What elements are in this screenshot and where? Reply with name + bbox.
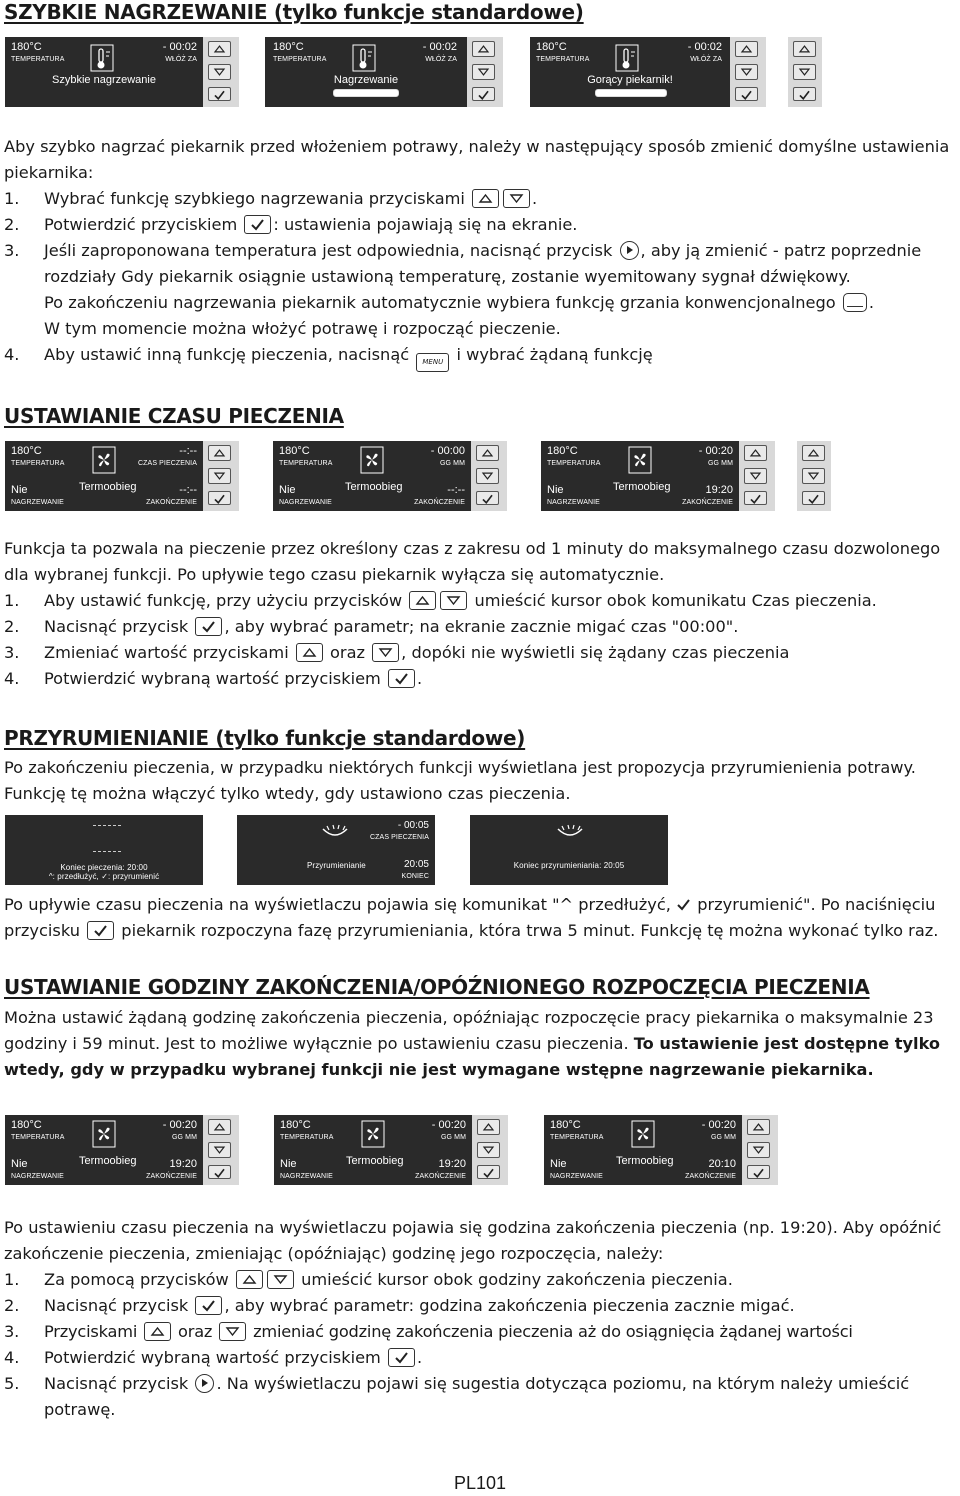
control-buttons [467, 37, 503, 107]
display-time-label: GG MM [440, 460, 465, 467]
display-time: - 00:00 [430, 445, 465, 457]
display-end-time: --:-- [447, 484, 465, 496]
display-temperature: 180°C [547, 445, 578, 457]
control-buttons-extra [797, 441, 831, 511]
display-preheat-label: NAGRZEWANIE [280, 1173, 333, 1180]
steps-list [4, 588, 958, 692]
oven-display-browning-1 [5, 815, 203, 885]
display-function: Termoobieg [616, 1155, 674, 1167]
display-temperature: 180°C [11, 41, 42, 53]
display-time: - 00:20 [431, 1119, 466, 1131]
section-title-cooking-time: USTAWIANIE CZASU PIECZENIA [4, 404, 344, 428]
display-time-label: WŁÓŻ ZA [690, 56, 722, 63]
display-time: - 00:20 [701, 1119, 736, 1131]
display-temperature: 180°C [536, 41, 567, 53]
display-end-time: 19:20 [705, 484, 733, 496]
up-button[interactable] [802, 445, 825, 461]
thermometer-icon [614, 43, 640, 73]
end-time-paragraph: Po ustawieniu czasu pieczenia na wyświetlaczu pojawia się godzina zakończenia pieczenia (np. 19:20). Aby opóźnić zakończenie pieczenia, zmieniając (opóźniając) godzinę jego rozpoczęcia, należy: [4, 1218, 942, 1263]
display-time-label: WŁÓŻ ZA [425, 56, 457, 63]
down-arrow-icon [736, 65, 757, 79]
conventional-heating-icon [843, 293, 867, 312]
control-buttons [472, 1115, 508, 1185]
steps-list [4, 186, 958, 372]
display-time: - 00:02 [162, 41, 197, 53]
fan-icon [627, 445, 653, 475]
display-function: Termoobieg [613, 481, 671, 493]
step-3: 3. Zmieniać wartość przyciskami oraz , dopóki nie wyświetli się żądany czas pieczenia [4, 643, 790, 662]
oven-display-quick-heat-3 [530, 37, 730, 107]
oven-display-end-time-3 [544, 1115, 742, 1185]
check-icon [209, 492, 230, 506]
display-message: Szybkie nagrzewanie [52, 74, 156, 86]
down-key-icon [440, 591, 467, 610]
fan-icon [630, 1119, 656, 1149]
ok-button[interactable] [208, 87, 231, 101]
up-arrow-icon [736, 42, 757, 56]
oven-display-end-time-1 [5, 1115, 203, 1185]
display-end-time: --:-- [179, 484, 197, 496]
oven-display-browning-3 [470, 815, 668, 885]
down-arrow-icon [209, 65, 230, 79]
intro-paragraph: Można ustawić żądaną godzinę zakończenia pieczenia, opóźniając rozpoczęcie pracy piekarnika o maksymalnie 23 godziny i 59 minut. Jest to możliwe wyłącznie po ustawieniu czasu pieczenia. To ustawienie jest dostępne tylko wtedy, gdy w przypadku wybranej funkcji nie jest wymagane wstępne nagrzewanie piekarnika. [4, 1008, 941, 1079]
section-intro-end-time [4, 1005, 958, 1083]
check-icon [748, 1166, 769, 1180]
down-button[interactable] [477, 1142, 500, 1158]
menu-key-icon: MENU [416, 353, 449, 372]
up-button[interactable] [208, 41, 231, 57]
display-message: Nagrzewanie [333, 74, 399, 86]
down-arrow-icon [209, 1143, 230, 1157]
grill-icon [550, 823, 590, 843]
control-buttons [203, 441, 239, 511]
up-button[interactable] [744, 445, 767, 461]
step-3: 3. Przyciskami oraz zmieniać godzinę zakończenia pieczenia aż do osiągnięcia żądanej wartości [4, 1322, 853, 1341]
down-key-icon [372, 643, 399, 662]
display-time-label: WŁÓŻ ZA [165, 56, 197, 63]
page-number: PL101 [453, 1473, 507, 1493]
up-arrow-icon [794, 42, 815, 56]
steps-list [4, 1267, 958, 1423]
step-4: 4. Aby ustawić inną funkcję pieczenia, nacisnąć MENU i wybrać żądaną funkcję [4, 342, 958, 372]
section-body-cooking-time [4, 536, 958, 692]
down-button[interactable] [747, 1142, 770, 1158]
display-function: Termoobieg [79, 1155, 137, 1167]
heating-progress-bar [333, 89, 399, 97]
display-time-label: GG MM [441, 1134, 466, 1141]
display-time: --:-- [179, 445, 197, 457]
ok-key-icon [244, 215, 271, 234]
ok-button[interactable] [208, 491, 231, 505]
ok-key-icon [87, 921, 114, 940]
up-arrow-icon [745, 446, 766, 460]
display-end-label: ZAKOŃCZENIE [682, 499, 733, 506]
ok-button[interactable] [208, 1165, 231, 1179]
up-arrow-icon [209, 42, 230, 56]
down-button[interactable] [208, 64, 231, 80]
thermometer-icon [351, 43, 377, 73]
step-1: 1. Za pomocą przycisków umieścić kursor obok godziny zakończenia pieczenia. [4, 1270, 733, 1289]
display-temperature: 180°C [11, 1119, 42, 1131]
display-temperature-label: TEMPERATURA [280, 1134, 334, 1141]
up-button[interactable] [793, 41, 816, 57]
ok-button[interactable] [735, 87, 758, 101]
display-time: - 00:05 [397, 820, 429, 831]
fan-icon [360, 1119, 386, 1149]
check-icon [676, 898, 692, 912]
display-temperature-label: TEMPERATURA [279, 460, 333, 467]
display-end-time: 20:05 [403, 859, 429, 870]
up-key-icon [144, 1322, 171, 1341]
display-time: - 00:20 [162, 1119, 197, 1131]
display-temperature: 180°C [550, 1119, 581, 1131]
down-button[interactable] [793, 64, 816, 80]
fan-icon [359, 445, 385, 475]
ok-key-icon [388, 1348, 415, 1367]
display-function: Termoobieg [346, 1155, 404, 1167]
display-preheat: Nie [280, 1158, 297, 1170]
control-buttons-extra [788, 37, 822, 107]
display-end-label: ZAKOŃCZENIE [685, 1173, 736, 1180]
up-button[interactable] [208, 445, 231, 461]
ok-key-icon [195, 1296, 222, 1315]
display-message: Koniec przyrumieniania: 20:05 [513, 861, 625, 870]
ok-button[interactable] [472, 87, 495, 101]
control-buttons [742, 1115, 778, 1185]
display-message: Przyrumienianie [307, 861, 366, 870]
oven-display-cooking-time-2 [273, 441, 471, 511]
ok-button[interactable] [793, 87, 816, 101]
section-title-quick-heat: SZYBKIE NAGRZEWANIE (tylko funkcje standardowe) [4, 0, 584, 24]
control-buttons [471, 441, 507, 511]
display-preheat-label: NAGRZEWANIE [11, 1173, 64, 1180]
display-preheat: Nie [11, 484, 28, 496]
down-arrow-icon [803, 469, 824, 483]
oven-display-quick-heat-1 [5, 37, 203, 107]
display-temperature-label: TEMPERATURA [11, 1134, 65, 1141]
display-time-label: GG MM [711, 1134, 736, 1141]
display-end-time: 20:10 [708, 1158, 736, 1170]
down-arrow-icon [209, 469, 230, 483]
check-icon [209, 88, 230, 102]
down-button[interactable] [472, 64, 495, 80]
section-title-end-time: USTAWIANIE GODZINY ZAKOŃCZENIA/OPÓŹNIONEGO ROZPOCZĘCIA PIECZENIA [4, 975, 870, 999]
up-arrow-icon [477, 446, 498, 460]
up-arrow-icon [209, 1120, 230, 1134]
play-key-icon [620, 241, 639, 260]
display-end-label: KONIEC [401, 873, 429, 880]
down-arrow-icon [748, 1143, 769, 1157]
up-button[interactable] [735, 41, 758, 57]
down-button[interactable] [744, 468, 767, 484]
display-end-time: 19:20 [169, 1158, 197, 1170]
up-button[interactable] [208, 1119, 231, 1135]
display-preheat: Nie [550, 1158, 567, 1170]
dashed-line-icon [93, 851, 121, 852]
display-temperature: 180°C [279, 445, 310, 457]
check-icon [803, 492, 824, 506]
step-2: 2. Nacisnąć przycisk , aby wybrać parametr; na ekranie zacznie migać czas "00:00". [4, 617, 739, 636]
ok-key-icon [195, 617, 222, 636]
down-button[interactable] [802, 468, 825, 484]
section-body-browning [4, 892, 958, 944]
up-button[interactable] [747, 1119, 770, 1135]
display-time-label: CZAS PIECZENIA [138, 460, 197, 467]
up-button[interactable] [472, 41, 495, 57]
check-icon [736, 88, 757, 102]
display-time: - 00:02 [422, 41, 457, 53]
browning-paragraph: Po upływie czasu pieczenia na wyświetlaczu pojawia się komunikat "^ przedłużyć, przyrumienić". Po naciśnięciu przycisku piekarnik rozpoczyna fazę przyrumieniania, która trwa 5 minut. Funkcję tę można wykonać tylko raz. [4, 895, 939, 940]
down-key-icon [503, 189, 530, 208]
display-temperature-label: TEMPERATURA [536, 56, 590, 63]
display-preheat: Nie [279, 484, 296, 496]
display-temperature: 180°C [280, 1119, 311, 1131]
down-button[interactable] [208, 1142, 231, 1158]
display-message: Koniec pieczenia: 20:00 [60, 863, 148, 872]
display-time-label: CZAS PIECZENIA [370, 834, 429, 841]
up-key-icon [236, 1270, 263, 1289]
display-preheat: Nie [547, 484, 564, 496]
up-button[interactable] [477, 1119, 500, 1135]
control-buttons [203, 1115, 239, 1185]
display-hint: ^: przedłużyć, ✓: przyrumienić [48, 872, 160, 881]
up-key-icon [472, 189, 499, 208]
display-temperature-label: TEMPERATURA [11, 56, 65, 63]
up-arrow-icon [803, 446, 824, 460]
display-end-label: ZAKOŃCZENIE [146, 1173, 197, 1180]
intro-paragraph: Po zakończeniu pieczenia, w przypadku niektórych funkcji wyświetlana jest propozycja przyrumienienia potrawy. Funkcję tę można włączyć tylko wtedy, gdy ustawiono czas pieczenia. [4, 758, 916, 803]
oven-display-browning-2 [237, 815, 435, 885]
down-button[interactable] [476, 468, 499, 484]
up-key-icon [409, 591, 436, 610]
oven-display-cooking-time-3 [541, 441, 739, 511]
display-function: Termoobieg [345, 481, 403, 493]
down-button[interactable] [735, 64, 758, 80]
step-3: 3. Jeśli zaproponowana temperatura jest odpowiednia, nacisnąć przycisk , aby ją zmienić - patrz poprzednie rozdziały Gdy piekarnik osiągnie ustawioną temperaturę, zostanie wyemitowany sygnał dźwiękowy. Po zakończeniu nagrzewania piekarnik automatycznie wybiera funkcję grzania konwencjonalnego . W tym momencie można włożyć potrawę i rozpocząć pieczenie. [4, 241, 922, 338]
step-4: 4. Potwierdzić wybraną wartość przyciskiem . [4, 669, 423, 688]
fan-icon [91, 445, 117, 475]
oven-display-cooking-time-1 [5, 441, 203, 511]
step-1: 1. Wybrać funkcję szybkiego nagrzewania przyciskami . [4, 189, 538, 208]
display-time: - 00:20 [698, 445, 733, 457]
display-preheat-label: NAGRZEWANIE [11, 499, 64, 506]
check-icon [478, 1166, 499, 1180]
display-end-label: ZAKOŃCZENIE [146, 499, 197, 506]
up-arrow-icon [748, 1120, 769, 1134]
down-arrow-icon [478, 1143, 499, 1157]
up-arrow-icon [473, 42, 494, 56]
ok-key-icon [388, 669, 415, 688]
display-temperature: 180°C [11, 445, 42, 457]
display-end-time: 19:20 [438, 1158, 466, 1170]
up-button[interactable] [476, 445, 499, 461]
ok-button[interactable] [802, 491, 825, 505]
display-time-label: GG MM [172, 1134, 197, 1141]
display-temperature-label: TEMPERATURA [273, 56, 327, 63]
down-arrow-icon [794, 65, 815, 79]
control-buttons [739, 441, 775, 511]
step-4: 4. Potwierdzić wybraną wartość przyciskiem . [4, 1348, 423, 1367]
down-arrow-icon [473, 65, 494, 79]
intro-paragraph: Funkcja ta pozwala na pieczenie przez określony czas z zakresu od 1 minuty do maksymalnego czasu dozwolonego dla wybranej funkcji. Po upływie tego czasu piekarnik wyłącza się automatycznie. [4, 539, 941, 584]
down-arrow-icon [477, 469, 498, 483]
down-button[interactable] [208, 468, 231, 484]
check-icon [745, 492, 766, 506]
control-buttons [730, 37, 766, 107]
ok-button[interactable] [747, 1165, 770, 1179]
display-message: Gorący piekarnik! [587, 74, 673, 86]
display-time: - 00:02 [687, 41, 722, 53]
check-icon [209, 1166, 230, 1180]
display-temperature: 180°C [273, 41, 304, 53]
display-time-label: GG MM [708, 460, 733, 467]
display-function: Termoobieg [79, 481, 137, 493]
display-temperature-label: TEMPERATURA [547, 460, 601, 467]
play-key-icon [195, 1374, 214, 1393]
step-1: 1. Aby ustawić funkcję, przy użyciu przycisków umieścić kursor obok komunikatu Czas pieczenia. [4, 591, 877, 610]
section-body-quick-heat [4, 134, 958, 372]
display-end-label: ZAKOŃCZENIE [414, 499, 465, 506]
check-icon [794, 88, 815, 102]
display-end-label: ZAKOŃCZENIE [415, 1173, 466, 1180]
ok-button[interactable] [476, 491, 499, 505]
section-intro-browning [4, 755, 958, 807]
fan-icon [91, 1119, 117, 1149]
section-body-end-time [4, 1215, 958, 1423]
display-temperature-label: TEMPERATURA [11, 460, 65, 467]
oven-display-end-time-2 [274, 1115, 472, 1185]
intro-paragraph: Aby szybko nagrzać piekarnik przed włożeniem potrawy, należy w następujący sposób zmienić domyślne ustawienia piekarnika: [4, 137, 950, 182]
display-preheat-label: NAGRZEWANIE [279, 499, 332, 506]
display-preheat-label: NAGRZEWANIE [547, 499, 600, 506]
check-icon [477, 492, 498, 506]
section-title-browning: PRZYRUMIENIANIE (tylko funkcje standardowe) [4, 726, 526, 750]
check-icon [473, 88, 494, 102]
oven-display-quick-heat-2 [265, 37, 467, 107]
heating-progress-bar [595, 89, 667, 97]
step-2: 2. Potwierdzić przyciskiem : ustawienia pojawiają się na ekranie. [4, 215, 578, 234]
control-buttons [203, 37, 239, 107]
step-2: 2. Nacisnąć przycisk , aby wybrać parametr: godzina zakończenia pieczenia zacznie migać. [4, 1296, 795, 1315]
up-arrow-icon [478, 1120, 499, 1134]
down-key-icon [267, 1270, 294, 1289]
display-temperature-label: TEMPERATURA [550, 1134, 604, 1141]
up-key-icon [296, 643, 323, 662]
ok-button[interactable] [744, 491, 767, 505]
down-arrow-icon [745, 469, 766, 483]
up-arrow-icon [209, 446, 230, 460]
dashed-line-icon [93, 825, 121, 826]
display-preheat-label: NAGRZEWANIE [550, 1173, 603, 1180]
display-preheat: Nie [11, 1158, 28, 1170]
step-5: 5. Nacisnąć przycisk . Na wyświetlaczu pojawi się sugestia dotycząca poziomu, na którym należy umieścić potrawę. [4, 1374, 910, 1419]
down-key-icon [219, 1322, 246, 1341]
grill-icon [315, 823, 355, 843]
thermometer-icon [89, 43, 115, 73]
ok-button[interactable] [477, 1165, 500, 1179]
